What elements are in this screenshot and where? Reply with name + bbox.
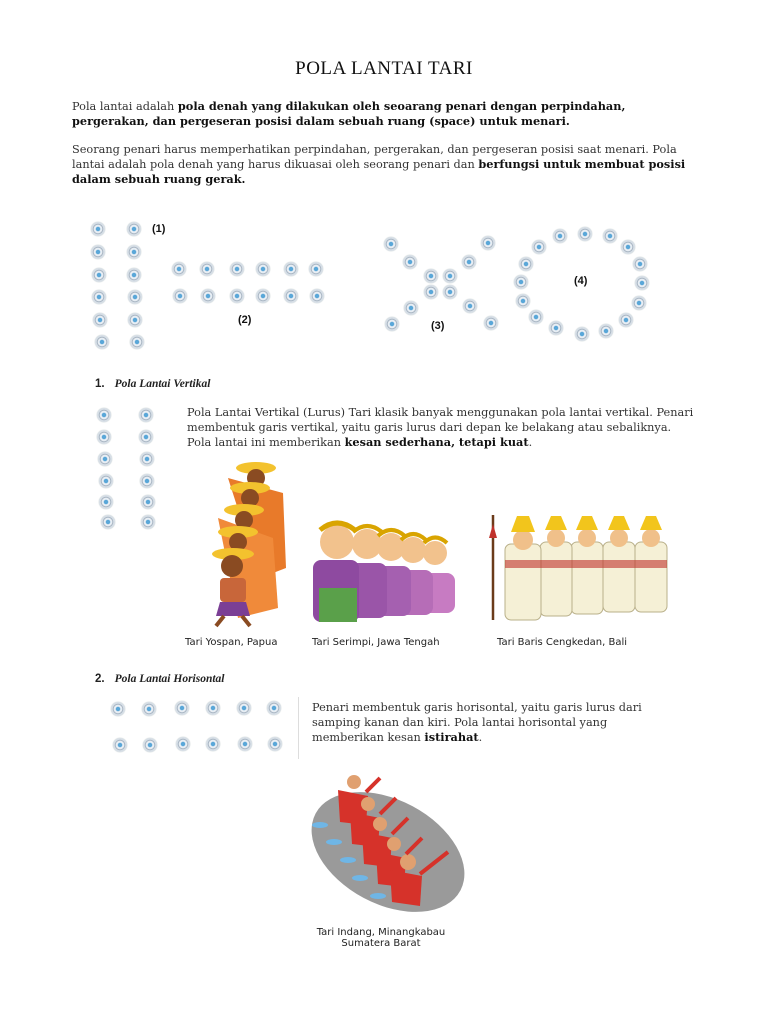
caption-baris: Tari Baris Cengkedan, Bali (497, 637, 628, 648)
dancer-dot (284, 262, 298, 276)
tari-yospan-illustration (198, 458, 293, 628)
floor-pattern-diagram (0, 0, 768, 360)
dancer-dot (268, 737, 282, 751)
section-1-desc-text: Pola Lantai Vertikal (Lurus) Tari klasik banyak menggunakan pola lantai vertikal. Penari membentuk garis vertikal, yaitu garis lurus dari depan ke belakang atau sebaliknya. Pola lantai ini memberikan (187, 406, 694, 449)
dancer-dot (130, 335, 144, 349)
caption-serimpi: Tari Serimpi, Jawa Tengah (312, 637, 440, 648)
dancer-dot (256, 289, 270, 303)
dancer-dot (237, 701, 251, 715)
dancer-dot (99, 495, 113, 509)
section-2-desc-bold: istirahat (424, 730, 479, 744)
intro-p1-text: Pola lantai adalah (72, 100, 178, 113)
dancer-dot (635, 276, 649, 290)
dancer-dot (99, 474, 113, 488)
dancer-dot (621, 240, 635, 254)
dancer-dot (91, 222, 105, 236)
section-1-description (187, 406, 697, 451)
intro-p1-bold: pola denah yang dilakukan oleh seoarang penari dengan perpindahan, pergerakan, dan pergeseran posisi dalam sebuah ruang (space) untuk menari. (72, 99, 626, 128)
caption-indang-line1: Tari Indang, Minangkabau (316, 927, 446, 938)
intro-p2-text: Seorang penari harus memperhatikan perpindahan, pergerakan, dan pergeseran posisi saat menari. Pola lantai adalah pola denah yang harus dikuasai oleh seorang penari dan (72, 143, 677, 171)
dancer-dot (143, 738, 157, 752)
section-1-desc-bold: kesan sederhana, tetapi kuat (344, 435, 529, 449)
dancer-dot (93, 313, 107, 327)
tari-indang-illustration (298, 770, 468, 920)
dancer-dot (310, 289, 324, 303)
dancer-dot (284, 289, 298, 303)
section-2-name: Pola Lantai Horisontal (114, 673, 225, 685)
dancer-dot (97, 408, 111, 422)
dancer-dot (238, 737, 252, 751)
dancer-dot (206, 737, 220, 751)
dancer-dot (128, 290, 142, 304)
dancer-dot (201, 289, 215, 303)
diagram-label-2: (2) (238, 314, 252, 326)
dancer-dot (176, 737, 190, 751)
dancer-dot (206, 701, 220, 715)
dancer-dot (173, 289, 187, 303)
dancer-dot (529, 310, 543, 324)
dancer-dot (632, 296, 646, 310)
dancer-dot (424, 285, 438, 299)
dancer-dot (113, 738, 127, 752)
dancer-dot (127, 245, 141, 259)
dancer-dot (98, 452, 112, 466)
dancer-dot (484, 316, 498, 330)
dancer-dot (549, 321, 563, 335)
dancer-dot (95, 335, 109, 349)
dancer-dot (424, 269, 438, 283)
dancer-dot (230, 289, 244, 303)
dancer-dot (92, 290, 106, 304)
dancer-dot (619, 313, 633, 327)
dancer-dot (140, 474, 154, 488)
caption-yospan: Tari Yospan, Papua (185, 637, 278, 648)
section-1-desc-end: . (528, 436, 533, 449)
dancer-dot (139, 408, 153, 422)
dancer-dot (172, 262, 186, 276)
section-2-number: 2. (95, 673, 105, 685)
dancer-dot (481, 236, 495, 250)
intro-p2-bold: berfungsi untuk membuat posisi dalam sebuah ruang gerak. (72, 157, 686, 186)
dancer-dot (443, 269, 457, 283)
dancer-dot (230, 262, 244, 276)
dancer-dot (127, 268, 141, 282)
horizontal-pattern-diagram (108, 697, 299, 759)
dancer-dot (404, 301, 418, 315)
section-2-desc-text: Penari membentuk garis horisontal, yaitu garis lurus dari samping kanan dan kiri. Pola lantai horisontal yang memberikan kesan (312, 701, 642, 744)
dancer-dot (92, 268, 106, 282)
section-2-description (312, 701, 672, 746)
tari-serimpi-illustration (305, 518, 475, 628)
dancer-dot (256, 262, 270, 276)
dancer-dot (443, 285, 457, 299)
dancer-dot (516, 294, 530, 308)
section-2-desc-end: . (478, 731, 483, 744)
dancer-dot (267, 701, 281, 715)
dancer-dot (111, 702, 125, 716)
diagram-label-4: (4) (574, 275, 588, 287)
section-1-heading (95, 378, 210, 390)
dancer-dot (462, 255, 476, 269)
dancer-dot (575, 327, 589, 341)
dancer-dot (603, 229, 617, 243)
dancer-dot (141, 515, 155, 529)
dancer-dot (141, 495, 155, 509)
diagram-label-3: (3) (431, 320, 445, 332)
dancer-dot (139, 430, 153, 444)
section-1-number: 1. (95, 378, 105, 390)
caption-indang (305, 927, 457, 949)
dancer-dot (578, 227, 592, 241)
vertical-pattern-diagram (95, 408, 165, 533)
dancer-dot (142, 702, 156, 716)
caption-indang-line2: Sumatera Barat (341, 938, 421, 949)
section-1-name: Pola Lantai Vertikal (114, 378, 211, 390)
diagram-label-1: (1) (152, 223, 166, 235)
dancer-dot (385, 317, 399, 331)
dancer-dot (97, 430, 111, 444)
dancer-dot (403, 255, 417, 269)
tari-baris-illustration (485, 510, 685, 630)
dancer-dot (127, 222, 141, 236)
dancer-dot (175, 701, 189, 715)
dancer-dot (91, 245, 105, 259)
dancer-dot (553, 229, 567, 243)
dancer-dot (599, 324, 613, 338)
page-title: POLA LANTAI TARI (295, 58, 473, 79)
dancer-dot (384, 237, 398, 251)
dancer-dot (514, 275, 528, 289)
dancer-dot (128, 313, 142, 327)
dancer-dot (101, 515, 115, 529)
section-2-heading (95, 673, 225, 685)
dancer-dot (532, 240, 546, 254)
dancer-dot (519, 257, 533, 271)
dancer-dot (633, 257, 647, 271)
dancer-dot (309, 262, 323, 276)
dancer-dot (200, 262, 214, 276)
dancer-dot (140, 452, 154, 466)
dancer-dot (463, 299, 477, 313)
